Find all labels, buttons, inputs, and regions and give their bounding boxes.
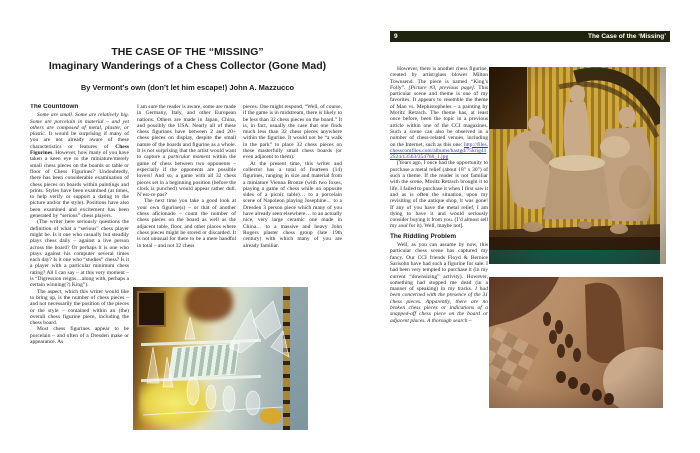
paragraph-text-bold: Chess Figurines: [30, 143, 129, 157]
right-column: [390, 66, 488, 424]
paragraph: pieces. One might respond, “Well, of course, if the game is in midstream, there is likely to be less than 32 chess pieces on the board.” It is, in fact, usually the case that one finds much less than 32 chess pieces anywhere within the figurine. It would not be “a walk in the park” to place 32 chess pieces on these masterfully small chess boards (or even adjacent to them).: [243, 104, 342, 161]
paragraph-text-italic: soul: [398, 223, 408, 230]
paragraph-text: within the game of chess between two opponents – especially if the opponents are possible lovers! And so, a game with all 32 chess pieces set in a beginning position (before the clock is punched) would appear rather dull. N’est-ce pas?: [137, 154, 236, 199]
paragraph-text: It would be surprising if many of you are not already aware of these characteristics or features of: [30, 131, 129, 150]
section-heading-countdown: The Countdown: [30, 104, 79, 110]
section-heading-riddling: The Riddling Problem: [390, 232, 457, 240]
chessboard-closeup-photo: [489, 277, 663, 408]
paragraph: [390, 160, 488, 229]
article-title-line1: THE CASE OF THE “MISSING”: [111, 46, 264, 58]
running-title: The Case of the ‘Missing’: [587, 33, 666, 40]
paragraph: [137, 104, 236, 198]
page-number: 9: [394, 33, 398, 40]
left-column-1: [30, 104, 129, 434]
rogers-chess-group-photo: [489, 67, 666, 264]
paragraph-text: However, there is another chess figurine, created by artist/glass blower Milton Townsend. The piece is named “King’s Folly”.: [390, 66, 488, 91]
article-title-line2: Imaginary Wanderings of a Chess Collector (Gone Mad): [48, 60, 327, 72]
page-header-bar: [390, 31, 670, 42]
article-byline: By Vermont’s own (don’t let him escape!) John A. Mazzucco: [80, 83, 295, 92]
paragraph-text: for it). Well, maybe not].: [407, 223, 464, 230]
paragraph: (The writer here seriously questions the definition of what a “serious” chess player might be. Is it one who casually but steadily plays chess daily – against a live person across the board? Or perhaps it is one who plays against his computer several times each day? Is it one who “studies” chess? Is it a player with a particular minimum chess rating? All I can say – at this very moment – is “Digression reigns…along with, perhaps a certain winning(?) King”).: [30, 219, 129, 289]
photo-vignette: [489, 67, 666, 264]
paragraph: Most chess figurines appear to be porcelain – and often of a Dresden make or appearance. As: [30, 326, 129, 345]
paragraph: [390, 242, 488, 324]
paragraph-text-italic: I had been concerned with the presence of the 31 chess pieces. Apparently, there are no broken chess pieces or indications of a snapped-off chess piece on the board or adjacent places. A thorough search –: [390, 286, 488, 324]
paragraph-text: . However, how many of you have taken a keen eye to the miniature/merely small chess pieces on the boards or table or floor of Chess Figurines? Undoubtedly, there has been considerable examination of chess pieces on boards within paintings and prints. Styles have been examined (at times, to help verify or support a dating to the picture and/or the style). Positions have also been examined and excitement has been generated by “serious” chess players.: [30, 150, 129, 220]
paragraph-text: Well, as you can assume by now, this particular chess scene has captured my fancy. Our CCI friends Floyd & Bernice Sarisohn have had such a figurine for sale. I had been very tempted to purchase it (in my current “downsizing” activity). However, something had stopped me dead (in a manner of speaking) in my tracks.: [390, 242, 488, 293]
paragraph: [30, 112, 129, 219]
paragraph-text: [Years ago, I once had the opportunity to purchase a metal relief (about 18″ x 30″) of such a theme. If the reader is not familiar with the scene, Moritz Retzsch brought it to life. I failed to purchase it when I first saw it and as is often the situation, upon my revisiting of the antique shop, it was gone! If any of you have the metal relief, I am dying to have it and would seriously consider buying it from you. (I’d almost sell my: [390, 160, 488, 230]
paragraph-text: I am sure the reader is aware, some are made in Germany, Italy, and other European nations. Others are made in Japan, China, and possibly the USA. Nearly all of these chess figurines have between 2 and 20+ chess pieces on display, despite the small nature of the boards and figurine as a whole. It is not surprising that the artist would want to capture: [137, 104, 236, 161]
paragraph-text-italic: [Picture #3, previous page].: [408, 84, 476, 91]
paragraph-text: Some are small. Some are relatively big. Some are porcelain in material – and yet others are composed of metal, plaster, or plastic.: [30, 112, 129, 138]
glass-chess-display-photo: [133, 287, 308, 430]
left-column-2: [137, 104, 236, 283]
paragraph: [390, 66, 488, 160]
photo-hyperlink[interactable]: http://files.chesscomfiles.com/albums/hastgd/75krig412524/13563/354768_1.jpg: [390, 141, 488, 161]
paragraph: The next time you take a good look at your own figurine(s) – or that of another chess aficionado – count the number of chess pieces on the board as well as the adjacent table, floor, and other places where chess pieces might be stored or discarded. It is not unusual for there to be a mere handful in total – and not 32 chess: [137, 198, 236, 249]
paragraph: At the present time, this writer and collector has a total of fourteen (14) figurines, ranging in size and material from a miniature Vienna Bronze (with two foxes, playing a game of chess while on opposite sides of a picnic table)… to a porcelain scene of Napoleon playing Josephine… to a Dresden 3 person piece which many of you have already seen elsewhere… to an actually nice, very large ceramic one made in China… to a massive and heavy John Rogers plaster chess group (late 19th century) with which many of you are already familiar.: [243, 160, 342, 249]
paragraph: The aspect, which this writer would like to bring up, is the number of chess pieces – and not necessarily the position of the pieces or the style – contained within an (the) overall chess figurine piece, including the chess board.: [30, 288, 129, 327]
paragraph-text-italic: a particular moment: [162, 154, 211, 161]
left-column-3: [243, 104, 342, 309]
photo-vignette: [489, 277, 663, 408]
paragraph-text: This particular scene and theme is one of my favorites. It appears to resemble the theme of Man vs. Mephistopheles – a painting by Moritz Retzsch. The theme has, at least once before, been the topic in a previous article within one of the CCI magazines. Such a scene can also be observed in a number of chess-related venues, including on the Internet, such as this one:: [390, 84, 488, 148]
glass-pieces-art: [133, 287, 308, 430]
